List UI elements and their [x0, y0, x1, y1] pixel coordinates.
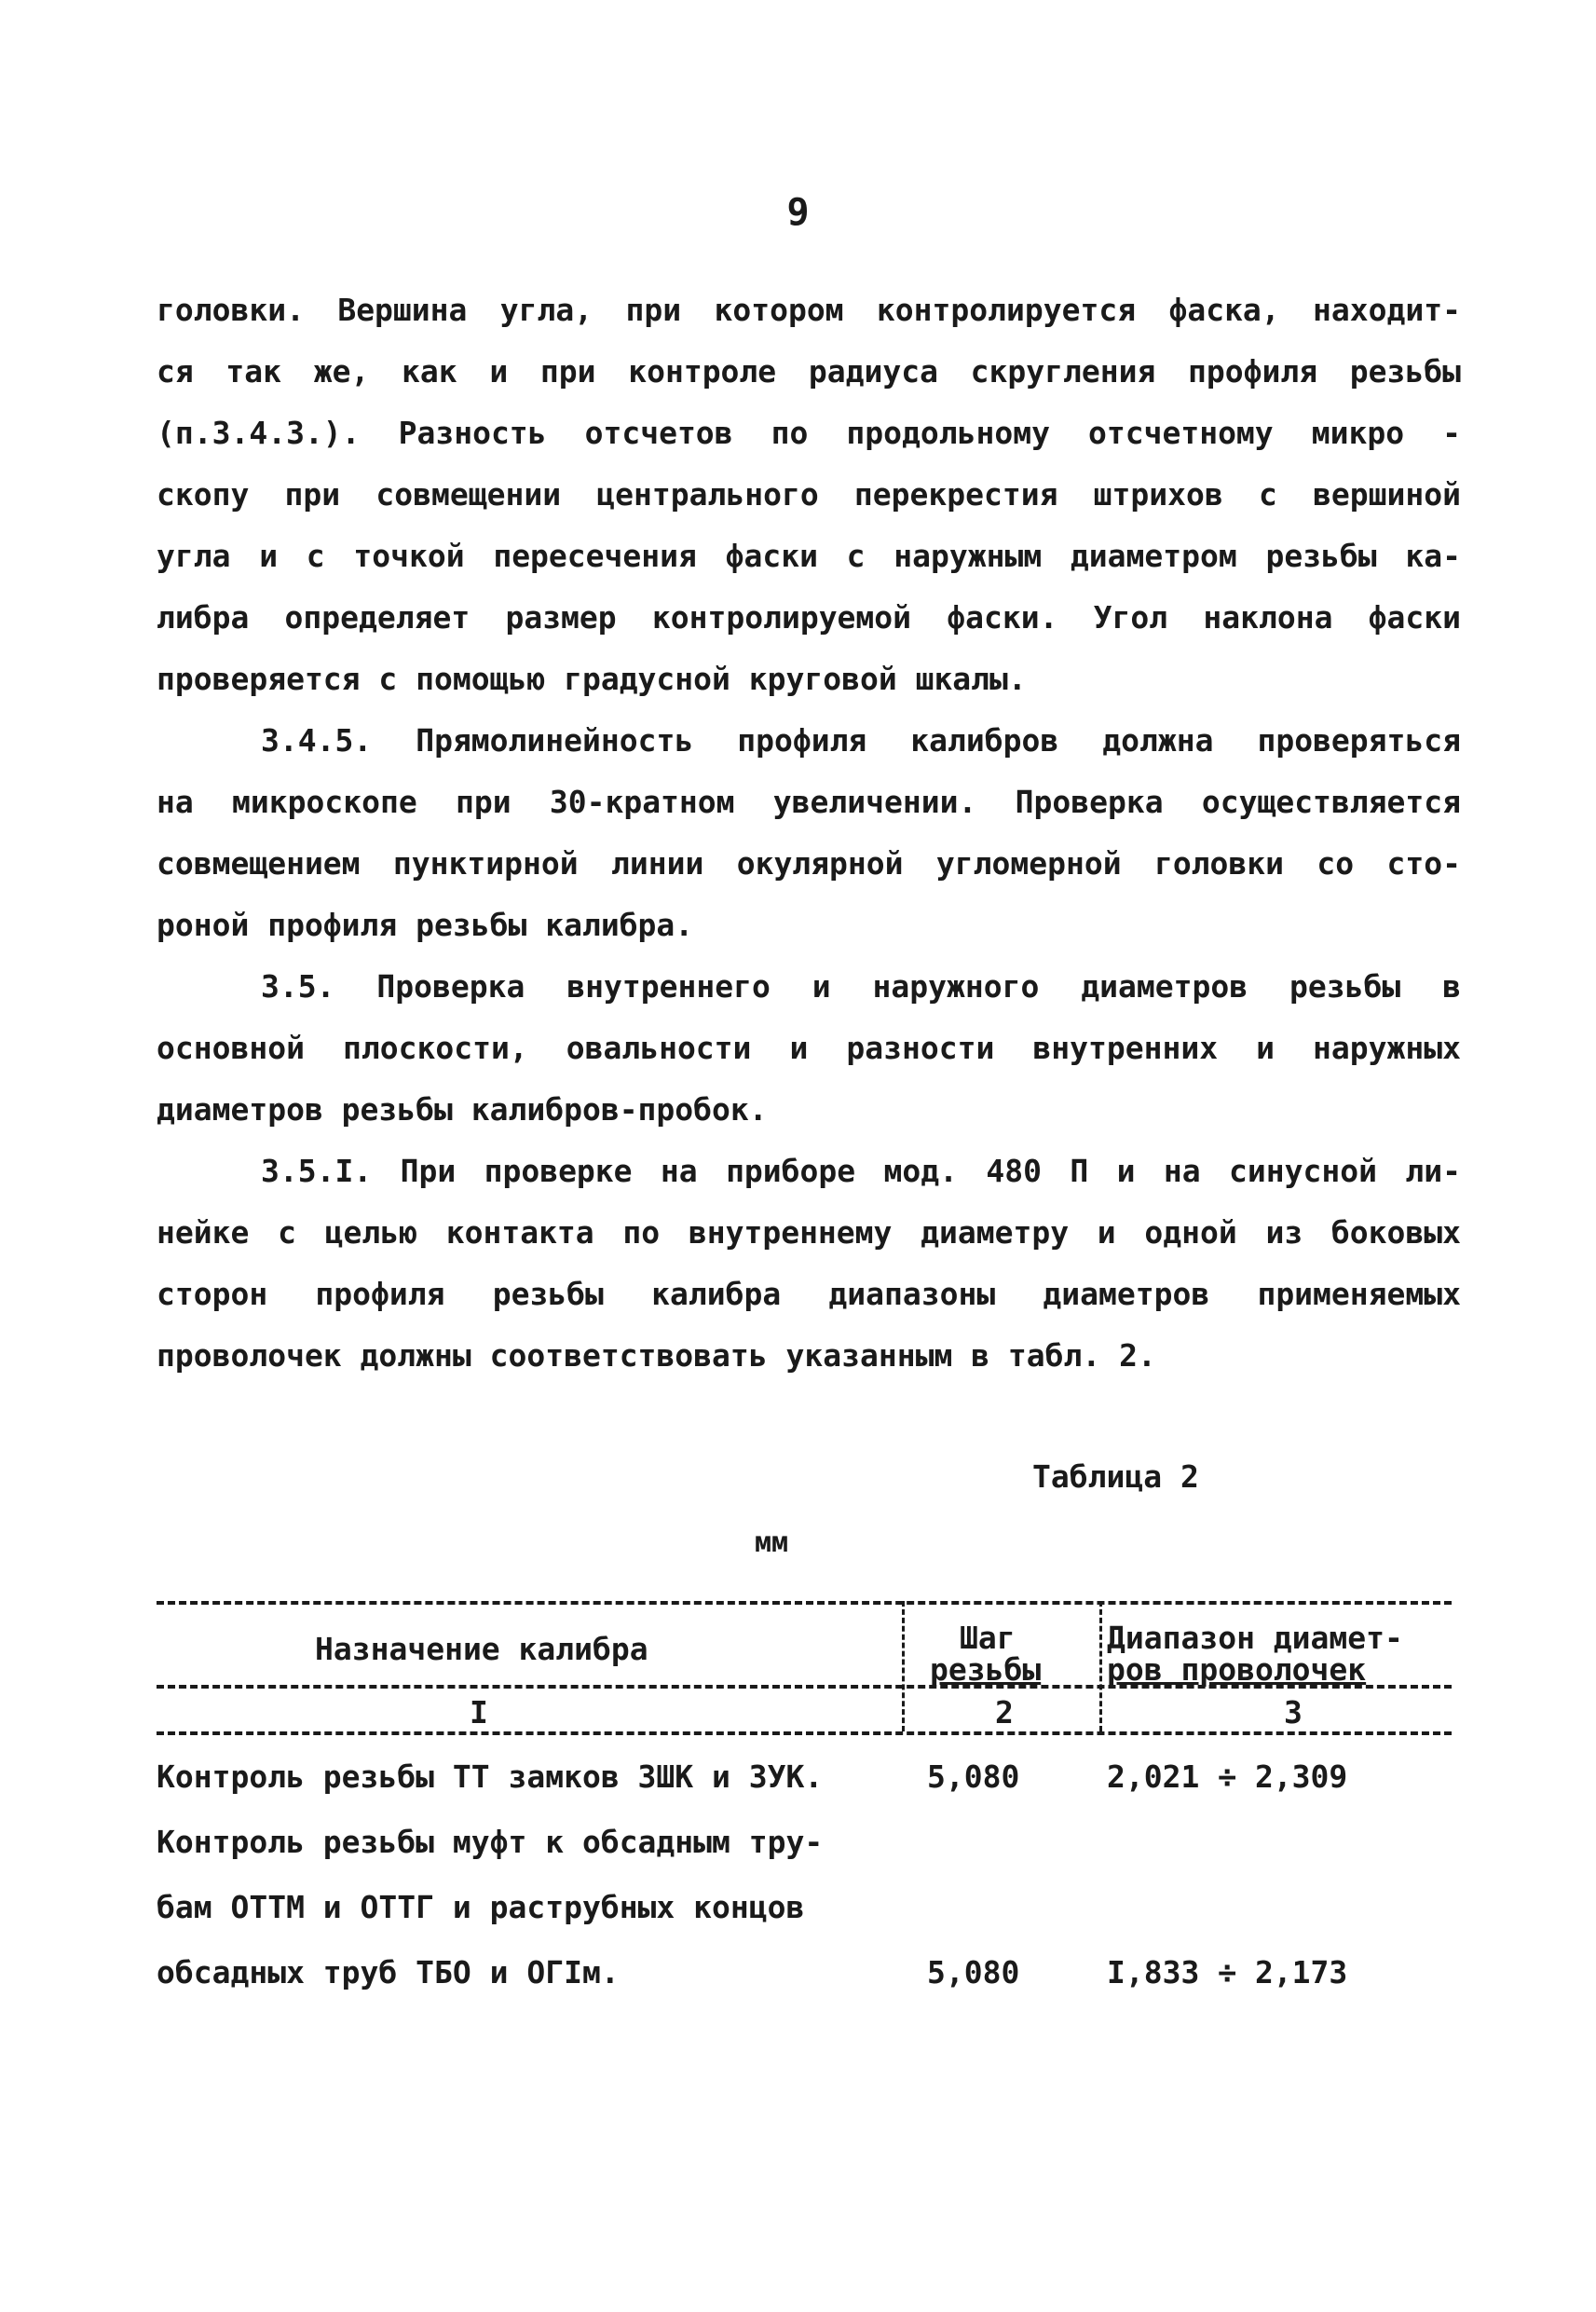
column-divider [1099, 1601, 1102, 1731]
row-purpose: обсадных труб ТБО и ОГIм. [157, 1954, 620, 1991]
text-line: совмещением пунктирной линии окулярной угломерной головки со сто- [157, 845, 1461, 882]
table-top-rule [157, 1601, 1452, 1605]
text-line: диаметров резьбы калибров-пробок. [157, 1091, 768, 1128]
table-caption: Таблица 2 [1032, 1458, 1199, 1495]
row-purpose: Контроль резьбы ТТ замков ЗШК и ЗУК. [157, 1758, 824, 1795]
text-line: скопу при совмещении центрального перекрестия штрихов с вершиной [157, 476, 1461, 513]
row-purpose: бам ОТТМ и ОТТГ и раструбных концов [157, 1889, 805, 1925]
text-line: роной профиля резьбы калибра. [157, 907, 694, 943]
row-range: I,833 ÷ 2,173 [1107, 1954, 1348, 1991]
header-step-line1: Шаг [960, 1620, 1016, 1656]
column-number-2: 2 [995, 1694, 1014, 1731]
text-line: 3.5. Проверка внутреннего и наружного диаметров резьбы в [261, 968, 1461, 1005]
text-line: сторон профиля резьбы калибра диапазоны диаметров применяемых [157, 1276, 1461, 1312]
text-line: основной плоскости, овальности и разности внутренних и наружных [157, 1030, 1461, 1066]
paragraph [157, 280, 1461, 710]
text-line: угла и с точкой пересечения фаски с наружным диаметром резьбы ка- [157, 538, 1461, 574]
text-line: нейке с целью контакта по внутреннему диаметру и одной из боковых [157, 1214, 1461, 1251]
text-line: ся так же, как и при контроле радиуса скругления профиля резьбы [157, 353, 1461, 390]
column-number-rule [157, 1731, 1452, 1735]
paragraph [157, 1141, 1461, 1387]
paragraph [157, 956, 1461, 1141]
table-unit: мм [755, 1526, 789, 1559]
text-line: либра определяет размер контролируемой фаски. Угол наклона фаски [157, 599, 1461, 636]
page-number: 9 [786, 191, 810, 234]
text-line: (п.3.4.3.). Разность отсчетов по продольному отсчетному микро - [157, 415, 1461, 451]
text-line: проволочек должны соответствовать указанным в табл. 2. [157, 1337, 1156, 1374]
text-line: проверяется с помощью градусной круговой шкалы. [157, 661, 1027, 697]
text-line: 3.5.I. При проверке на приборе мод. 480 П и на синусной ли- [261, 1153, 1461, 1189]
row-purpose: Контроль резьбы муфт к обсадным тру- [157, 1824, 824, 1860]
column-number-1: I [470, 1694, 488, 1731]
column-divider [902, 1601, 905, 1731]
header-range-line2: ров проволочек [1107, 1651, 1367, 1688]
column-number-3: 3 [1284, 1694, 1303, 1731]
row-step: 5,080 [927, 1954, 1020, 1991]
row-range: 2,021 ÷ 2,309 [1107, 1758, 1348, 1795]
header-step-line2: резьбы [930, 1651, 1042, 1688]
row-step: 5,080 [927, 1758, 1020, 1795]
body-text [157, 280, 1461, 1387]
paragraph [157, 710, 1461, 956]
header-purpose: Назначение калибра [315, 1631, 648, 1667]
text-line: головки. Вершина угла, при котором контролируется фаска, находит- [157, 292, 1461, 328]
text-line: на микроскопе при 30-кратном увеличении. Проверка осуществляется [157, 784, 1461, 820]
text-line: 3.4.5. Прямолинейность профиля калибров должна проверяться [261, 722, 1461, 759]
header-range-line1: Диапазон диамет- [1107, 1620, 1403, 1656]
